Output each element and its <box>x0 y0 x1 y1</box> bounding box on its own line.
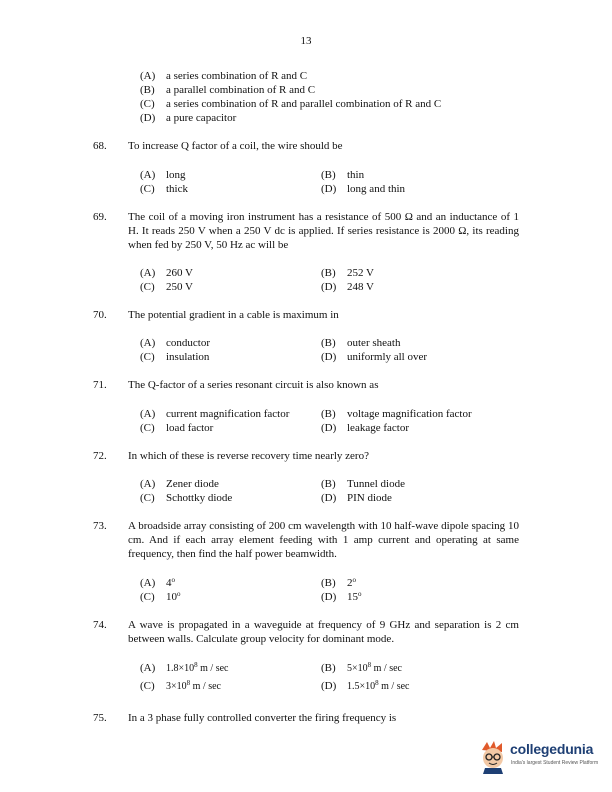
mascot-icon <box>478 740 508 774</box>
question-number: 69. <box>93 211 107 223</box>
question-text: The coil of a moving iron instrument has a resistance of 500 Ω and an inductance of 1 H. It reads 250 V when a 250 V dc is applied. If series resistance is 2000 Ω, its reading when fed by 250 V, 50 Hz ac will be <box>128 211 519 251</box>
page-number: 13 <box>300 35 312 47</box>
option: (B) voltage magnification factor <box>321 408 472 420</box>
question-number: 75. <box>93 712 107 724</box>
option: (D) PIN diode <box>321 492 392 504</box>
question-text: A wave is propagated in a waveguide at frequency of 9 GHz and separation is 2 cm between walls. Calculate group velocity for dominant mode. <box>128 619 519 645</box>
option: (D) $1.5\times 10^8$ m / sec <box>321 679 410 692</box>
option: (C) insulation <box>140 351 210 363</box>
option: (B) 252 V <box>321 267 374 279</box>
question-text: In a 3 phase fully controlled converter the firing frequency is <box>128 712 397 724</box>
option: (D) a pure capacitor <box>140 112 237 124</box>
option: (A) 260 V <box>140 267 193 279</box>
option: (C) Schottky diode <box>140 492 233 504</box>
option: (B) 2$^o$ <box>321 576 356 589</box>
option: (B) thin <box>321 169 365 181</box>
option: (D) 248 V <box>321 281 374 293</box>
option: (D) long and thin <box>321 183 406 195</box>
option: (C) load factor <box>140 422 214 434</box>
question-number: 68. <box>93 140 107 152</box>
option: (A) Zener diode <box>140 478 219 490</box>
question-number: 70. <box>93 309 107 321</box>
option: (A) a series combination of R and C <box>140 70 308 82</box>
option: (C) a series combination of R and parallel combination of R and C <box>140 98 442 110</box>
question-text: The potential gradient in a cable is maximum in <box>128 309 339 321</box>
question-text: The Q-factor of a series resonant circuit is also known as <box>128 379 379 391</box>
option: (A) current magnification factor <box>140 408 290 420</box>
option: (D) 15$^o$ <box>321 590 362 603</box>
logo-name: collegedunia <box>510 741 594 757</box>
option: (A) $1.8\times 10^8$ m / sec <box>140 661 229 674</box>
question-text: To increase Q factor of a coil, the wire should be <box>128 140 343 152</box>
option: (A) long <box>140 169 186 181</box>
option: (B) $5\times 10^8$ m / sec <box>321 661 402 674</box>
question-number: 71. <box>93 379 107 391</box>
option: (C) thick <box>140 183 188 195</box>
option: (C) 10$^o$ <box>140 590 181 603</box>
collegedunia-logo <box>478 740 608 780</box>
question-text: A broadside array consisting of 200 cm wavelength with 10 half-wave dipole spacing 10 cm. And if each array element feeding with 1 amp current and operating at same frequency, then find the half power beamwidth. <box>128 520 519 560</box>
option: (C) $3\times 10^8$ m / sec <box>140 679 221 692</box>
question-number: 72. <box>93 450 107 462</box>
question-text: In which of these is reverse recovery time nearly zero? <box>128 450 369 462</box>
option: (B) outer sheath <box>321 337 401 349</box>
option: (B) Tunnel diode <box>321 478 405 490</box>
option: (D) leakage factor <box>321 422 409 434</box>
option: (D) uniformly all over <box>321 351 428 363</box>
logo-tagline: India's largest Student Review Platform <box>511 760 599 766</box>
option: (C) 250 V <box>140 281 193 293</box>
option: (A) conductor <box>140 337 210 349</box>
option: (B) a parallel combination of R and C <box>140 84 316 96</box>
question-number: 74. <box>93 619 107 631</box>
question-number: 73. <box>93 520 107 532</box>
option: (A) 4$^o$ <box>140 576 175 589</box>
